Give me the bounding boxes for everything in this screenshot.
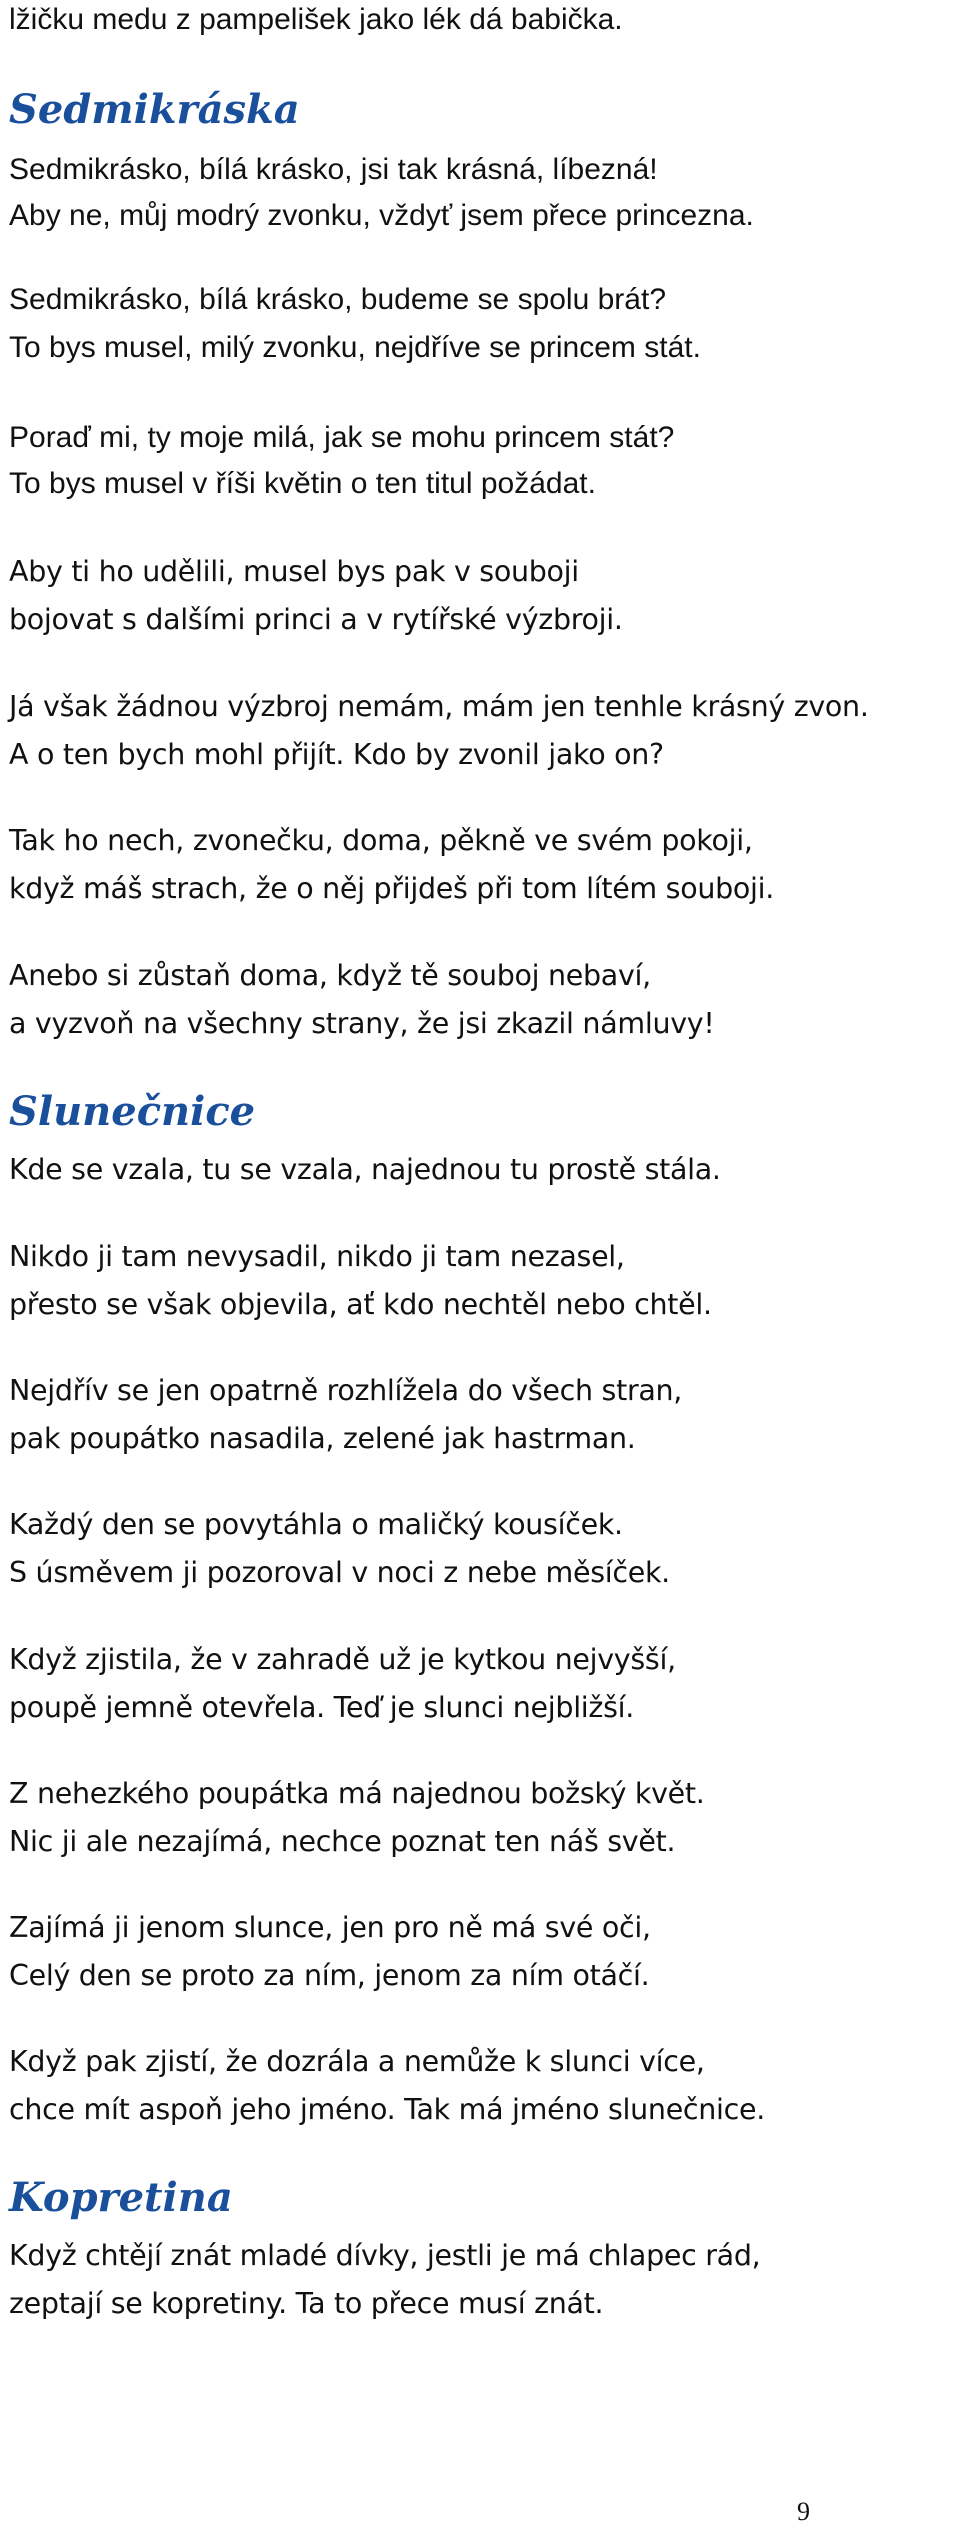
poem-line: Sedmikrásko, bílá krásko, budeme se spolu brát?: [9, 283, 666, 316]
poem-line: Z nehezkého poupátka má najednou božský květ.: [9, 1777, 705, 1810]
poem-line: Každý den se povytáhla o maličký kousíček.: [9, 1508, 623, 1541]
poem-line: Nic ji ale nezajímá, nechce poznat ten náš svět.: [9, 1825, 676, 1858]
poem-line: Když pak zjistí, že dozrála a nemůže k slunci více,: [9, 2045, 705, 2078]
poem-line: Kde se vzala, tu se vzala, najednou tu prostě stála.: [9, 1153, 721, 1186]
poem-line: Nikdo ji tam nevysadil, nikdo ji tam nezasel,: [9, 1240, 625, 1273]
poem-line: když máš strach, že o něj přijdeš při tom lítém souboji.: [9, 872, 775, 905]
poem-line: Nejdřív se jen opatrně rozhlížela do všech stran,: [9, 1374, 683, 1407]
page-number: 9: [797, 2497, 810, 2526]
poem-title-sedmikraska: Sedmikráska: [9, 86, 300, 133]
poem-line: poupě jemně otevřela. Teď je slunci nejbližší.: [9, 1691, 635, 1724]
poem-line: chce mít aspoň jeho jméno. Tak má jméno slunečnice.: [9, 2093, 766, 2126]
poem-line: pak poupátko nasadila, zelené jak hastrman.: [9, 1422, 636, 1455]
poem-line: přesto se však objevila, ať kdo nechtěl nebo chtěl.: [9, 1288, 712, 1321]
poem-line: A o ten bych mohl přijít. Kdo by zvonil jako on?: [9, 738, 664, 771]
poem-line: Když chtějí znát mladé dívky, jestli je má chlapec rád,: [9, 2239, 761, 2272]
poem-title-kopretina: Kopretina: [9, 2174, 233, 2221]
poem-line: Já však žádnou výzbroj nemám, mám jen tenhle krásný zvon.: [9, 690, 869, 723]
poem-line: To bys musel v říši květin o ten titul požádat.: [9, 467, 596, 500]
poem-line: Poraď mi, ty moje milá, jak se mohu princem stát?: [9, 421, 675, 454]
poem-line: S úsměvem ji pozoroval v noci z nebe měsíček.: [9, 1556, 670, 1589]
poem-line: Zajímá ji jenom slunce, jen pro ně má své oči,: [9, 1911, 651, 1944]
poem-line: Anebo si zůstaň doma, když tě souboj nebaví,: [9, 959, 651, 992]
poem-line: To bys musel, milý zvonku, nejdříve se princem stát.: [9, 331, 701, 364]
poem-line: Sedmikrásko, bílá krásko, jsi tak krásná, líbezná!: [9, 153, 658, 186]
poem-line: zeptají se kopretiny. Ta to přece musí znát.: [9, 2287, 604, 2320]
poem-line: Celý den se proto za ním, jenom za ním otáčí.: [9, 1959, 650, 1992]
poem-line: Tak ho nech, zvonečku, doma, pěkně ve svém pokoji,: [9, 824, 753, 857]
poem-line: bojovat s dalšími princi a v rytířské výzbroji.: [9, 603, 623, 636]
poem-line: Aby ti ho udělili, musel bys pak v souboji: [9, 555, 579, 588]
poem-line: a vyzvoň na všechny strany, že jsi zkazil námluvy!: [9, 1007, 715, 1040]
poem-title-slunecnice: Slunečnice: [9, 1088, 256, 1135]
poem-line: Aby ne, můj modrý zvonku, vždyť jsem přece princezna.: [9, 199, 754, 232]
poem-line: Když zjistila, že v zahradě už je kytkou nejvyšší,: [9, 1643, 676, 1676]
intro-line: lžičku medu z pampelišek jako lék dá babička.: [9, 3, 623, 36]
